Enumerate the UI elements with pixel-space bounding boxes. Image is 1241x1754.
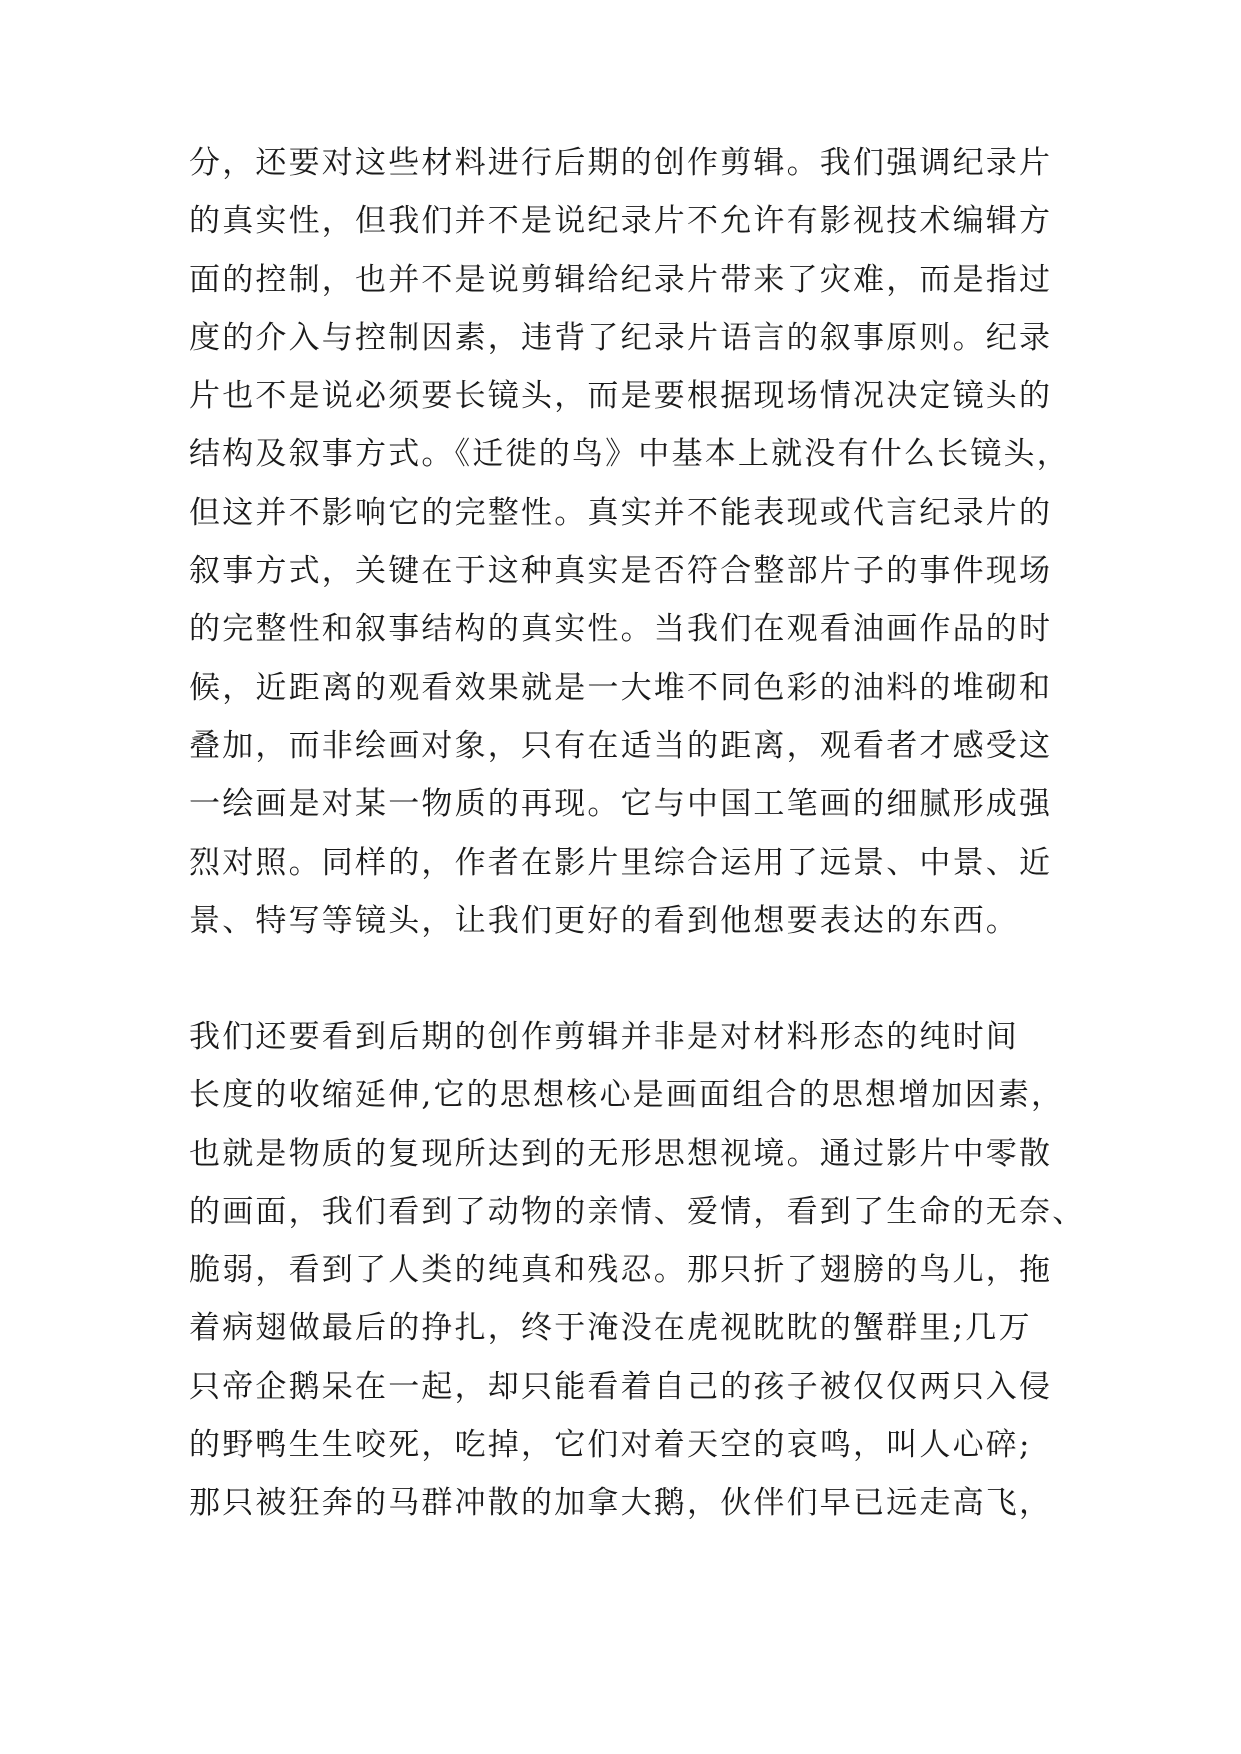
text-line: 叠加，而非绘画对象，只有在适当的距离，观看者才感受这 (189, 727, 1053, 764)
text-line: 的野鸭生生咬死，吃掉，它们对着天空的哀鸣，叫人心碎; (189, 1427, 1032, 1464)
text-line: 只帝企鹅呆在一起，却只能看着自己的孩子被仅仅两只入侵 (189, 1368, 1053, 1405)
paragraph-1 (189, 134, 1070, 950)
text-line: 一绘画是对某一物质的再现。它与中国工笔画的细腻形成强 (189, 786, 1053, 823)
text-line: 分，还要对这些材料进行后期的创作剪辑。我们强调纪录片 (189, 145, 1053, 181)
text-line: 脆弱，看到了人类的纯真和残忍。那只折了翅膀的鸟儿，拖 (189, 1252, 1053, 1289)
text-line: 长度的收缩延伸,它的思想核心是画面组合的思想增加因素， (189, 1077, 1065, 1114)
text-line: 的画面，我们看到了动物的亲情、爱情，看到了生命的无奈、 (189, 1193, 1086, 1230)
paragraph-2 (189, 1008, 1086, 1533)
text-line: 那只被狂奔的马群冲散的加拿大鹅，伙伴们早已远走高飞， (189, 1485, 1053, 1522)
text-line: 的完整性和叙事结构的真实性。当我们在观看油画作品的时 (189, 611, 1053, 648)
text-line: 景、特写等镜头，让我们更好的看到他想要表达的东西。 (189, 902, 1019, 939)
text-line: 着病翅做最后的挣扎，终于淹没在虎视眈眈的蟹群里;几万 (189, 1310, 1032, 1347)
text-line: 片也不是说必须要长镜头，而是要根据现场情况决定镜头的 (189, 378, 1053, 415)
text-line: 结构及叙事方式。《迁徙的鸟》中基本上就没有什么长镜头， (189, 436, 1070, 473)
text-line: 面的控制，也并不是说剪辑给纪录片带来了灾难，而是指过 (189, 261, 1053, 298)
text-line: 叙事方式，关键在于这种真实是否符合整部片子的事件现场 (189, 553, 1053, 590)
text-line: 的真实性，但我们并不是说纪录片不允许有影视技术编辑方 (189, 203, 1053, 240)
text-line: 度的介入与控制因素，违背了纪录片语言的叙事原则。纪录 (189, 319, 1053, 356)
text-line: 但这并不影响它的完整性。真实并不能表现或代言纪录片的 (189, 494, 1053, 531)
text-line: 候，近距离的观看效果就是一大堆不同色彩的油料的堆砌和 (189, 669, 1053, 706)
text-line: 我们还要看到后期的创作剪辑并非是对材料形态的纯时间 (189, 1019, 1019, 1055)
text-line: 烈对照。同样的，作者在影片里综合运用了远景、中景、近 (189, 844, 1053, 881)
text-line: 也就是物质的复现所达到的无形思想视境。通过影片中零散 (189, 1135, 1053, 1172)
